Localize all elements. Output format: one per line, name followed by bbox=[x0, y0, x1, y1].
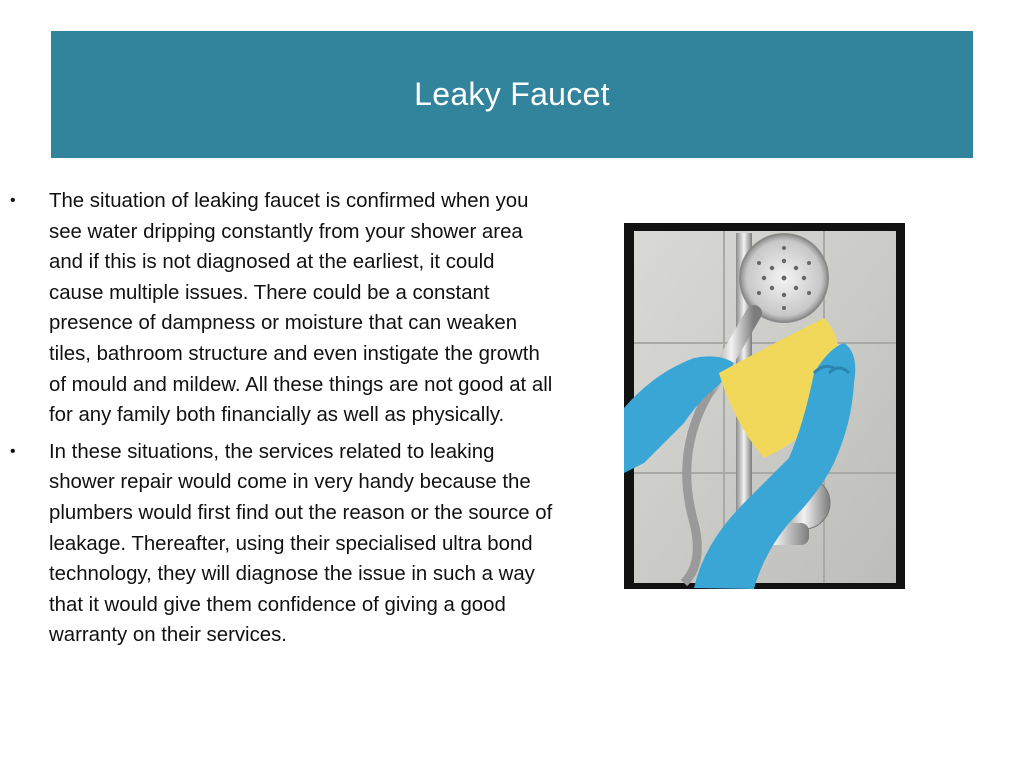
bullet-text: In these situations, the services related to leaking shower repair would come in very handy because the plumbers would first find out the reason or the source of leakage. Thereafter, using their specialised ultra bond technology, they will diagnose the issue in such a way that it would give them confidence of giving a good warranty on their services. bbox=[49, 440, 553, 647]
bullet-text: The situation of leaking faucet is confirmed when you see water dripping constantly from your shower area and if this is not diagnosed at the earliest, it could cause multiple issues. There could be a constant presence of dampness or moisture that can weaken tiles, bathroom structure and even instigate the growth of mould and mildew. All these things are not good at all for any family both financially as well as physically. bbox=[49, 190, 553, 427]
slide-title: Leaky Faucet bbox=[414, 76, 610, 112]
shower-cleaning-photo bbox=[624, 223, 905, 589]
bullet-dot: • bbox=[10, 192, 16, 209]
bullet-list bbox=[8, 186, 553, 657]
title-banner bbox=[51, 31, 973, 158]
bullet-dot: • bbox=[10, 442, 16, 460]
bullet-item bbox=[8, 437, 553, 651]
shower-illustration bbox=[624, 223, 905, 589]
bullet-item bbox=[8, 186, 553, 431]
